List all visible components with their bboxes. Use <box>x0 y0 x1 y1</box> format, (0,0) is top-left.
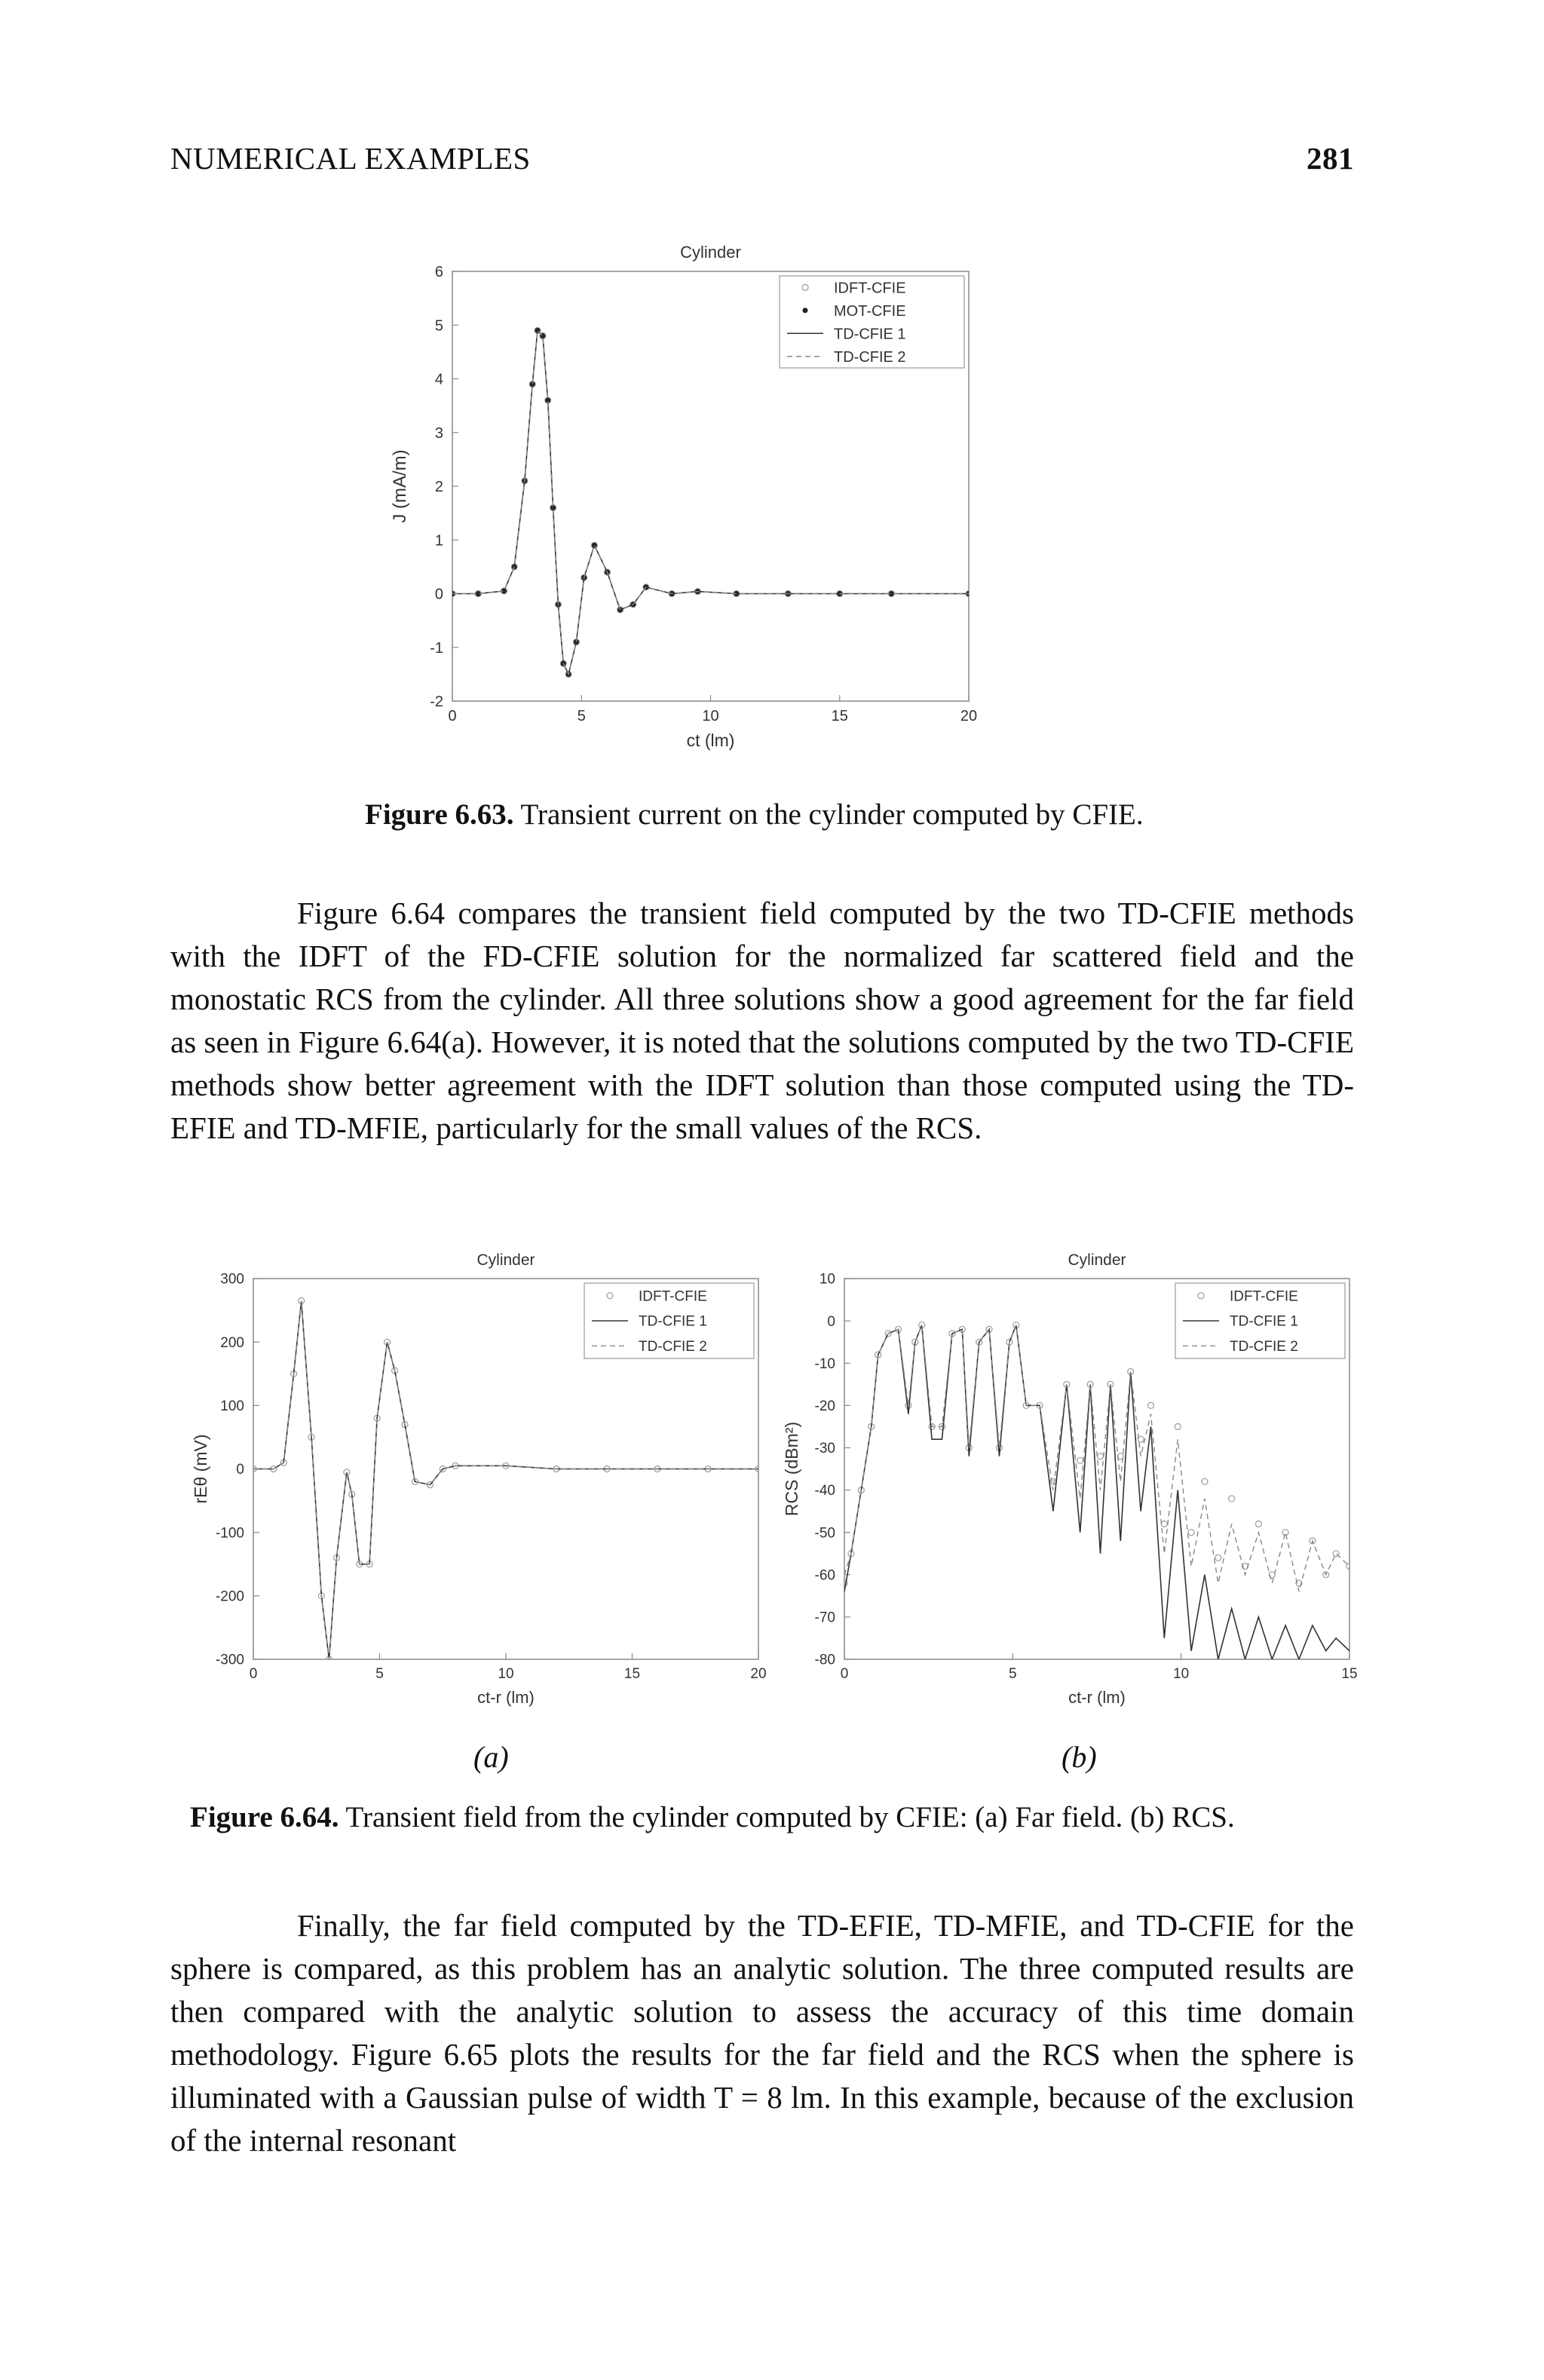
y-axis-label: J (mA/m) <box>390 449 410 523</box>
y-tick-label: -80 <box>814 1652 835 1668</box>
data-point-idft-cfie <box>1202 1478 1208 1484</box>
data-point-idft-cfie <box>1255 1521 1261 1527</box>
y-tick-label: 2 <box>434 479 443 495</box>
x-tick-label: 0 <box>448 708 457 724</box>
paragraph-text: Finally, the far field computed by the TD-EFIE, TD-MFIE, and TD-CFIE for the sphere is compared, as this problem has an analytic solution. The three computed results are then compared with the analytic solution to assess the accuracy of this time domain methodology. Figure 6.65 plots the results for the far field and the RCS when the sphere is illuminated with a Gaussian pulse of width T = 8 lm. In this example, because of the exclusion of the internal resonant <box>170 1908 1354 2158</box>
x-axis-label: ct-r (lm) <box>1068 1688 1126 1707</box>
figure-6-64a-chart <box>170 1233 789 1723</box>
y-tick-label: -60 <box>814 1567 835 1584</box>
caption-label: Figure 6.63. <box>365 798 514 831</box>
legend-label-idft-cfie: IDFT-CFIE <box>834 280 906 297</box>
figure-6-63-chart <box>390 226 1071 769</box>
section-title: NUMERICAL EXAMPLES <box>170 141 531 176</box>
data-point-idft-cfie <box>1098 1453 1104 1460</box>
x-tick-label: 5 <box>1009 1666 1017 1682</box>
y-tick-label: -30 <box>814 1441 835 1457</box>
figure-6-64-caption <box>190 1800 1235 1834</box>
x-axis-label: ct (lm) <box>686 731 735 750</box>
subfigure-label-a: (a) <box>473 1740 509 1774</box>
legend-label-td-cfie-2: TD-CFIE 2 <box>1230 1338 1298 1355</box>
legend-symbol-mot-cfie <box>803 308 808 313</box>
y-tick-label: -20 <box>814 1398 835 1414</box>
y-tick-label: 4 <box>434 371 443 388</box>
caption-label: Figure 6.64. <box>190 1801 339 1833</box>
y-tick-label: 0 <box>434 586 443 603</box>
figure-6-63-caption <box>365 798 1144 832</box>
y-axis-label: RCS (dBm²) <box>782 1421 801 1517</box>
y-tick-label: 10 <box>819 1271 835 1288</box>
y-tick-label: -200 <box>215 1588 244 1605</box>
x-tick-label: 0 <box>840 1666 849 1682</box>
y-tick-label: 6 <box>434 264 443 280</box>
y-tick-label: 300 <box>220 1271 244 1288</box>
x-tick-label: 0 <box>249 1666 258 1682</box>
legend-label-idft-cfie: IDFT-CFIE <box>1230 1288 1298 1305</box>
x-tick-label: 15 <box>623 1666 641 1682</box>
y-tick-label: -10 <box>814 1355 835 1372</box>
x-tick-label: 10 <box>702 708 719 724</box>
legend-label-mot-cfie: MOT-CFIE <box>834 302 906 320</box>
x-tick-label: 10 <box>498 1666 514 1682</box>
data-point-idft-cfie <box>1161 1521 1167 1527</box>
body-paragraph-1 <box>170 892 1354 1150</box>
data-point-idft-cfie <box>1215 1555 1221 1561</box>
series-line-td-cfie-1 <box>844 1325 1349 1659</box>
y-tick-label: -50 <box>814 1525 835 1542</box>
x-tick-label: 15 <box>831 708 848 724</box>
y-tick-label: 0 <box>236 1462 244 1478</box>
y-tick-label: 3 <box>434 424 443 442</box>
series-line-td-cfie-2 <box>844 1325 1349 1592</box>
chart-title: Cylinder <box>476 1251 535 1269</box>
x-tick-label: 15 <box>1341 1666 1358 1682</box>
legend <box>1175 1283 1345 1358</box>
page-number: 281 <box>1307 141 1354 176</box>
y-tick-label: 200 <box>220 1334 244 1351</box>
y-tick-label: -1 <box>430 639 443 657</box>
y-tick-label: 5 <box>434 317 443 335</box>
x-tick-label: 20 <box>960 708 978 724</box>
y-tick-label: 0 <box>827 1313 835 1330</box>
y-tick-label: -2 <box>430 694 443 710</box>
data-point-idft-cfie <box>1175 1423 1181 1429</box>
chart-title: Cylinder <box>1068 1251 1126 1269</box>
fig-6-64a-svg <box>170 1233 789 1723</box>
data-point-idft-cfie <box>1188 1530 1194 1536</box>
fig-6-64b-svg <box>761 1233 1380 1723</box>
figure-6-64b-chart <box>761 1233 1380 1723</box>
y-tick-label: -100 <box>215 1525 244 1542</box>
caption-text: Transient current on the cylinder computed by CFIE. <box>513 798 1144 831</box>
fig-6-63-svg <box>390 226 1071 769</box>
y-tick-label: 1 <box>434 532 443 550</box>
caption-text: Transient field from the cylinder computed by CFIE: (a) Far field. (b) RCS. <box>339 1801 1235 1833</box>
x-tick-label: 10 <box>1173 1666 1190 1682</box>
legend-label-td-cfie-1: TD-CFIE 1 <box>834 326 906 343</box>
data-point-idft-cfie <box>1077 1457 1083 1463</box>
body-paragraph-2 <box>170 1904 1354 2162</box>
legend-label-td-cfie-2: TD-CFIE 2 <box>834 348 906 366</box>
paragraph-text: Figure 6.64 compares the transient field computed by the two TD-CFIE methods with the IDFT of the FD-CFIE solution for the normalized far scattered field and the monostatic RCS from the cylinder. All three solutions show a good agreement for the far field as seen in Figure 6.64(a). However, it is noted that the solutions computed by the two TD-CFIE methods show better agreement with the IDFT solution than those computed using the TD-EFIE and TD-MFIE, particularly for the small values of the RCS. <box>170 896 1354 1145</box>
y-tick-label: 100 <box>220 1398 244 1414</box>
data-point-idft-cfie <box>1148 1402 1154 1408</box>
y-tick-label: -40 <box>814 1483 835 1499</box>
legend <box>780 276 964 368</box>
x-tick-label: 5 <box>577 708 586 724</box>
legend <box>584 1283 754 1358</box>
x-axis-label: ct-r (lm) <box>477 1688 535 1707</box>
subfigure-label-b: (b) <box>1062 1740 1097 1774</box>
y-axis-label: rEθ (mV) <box>191 1434 210 1504</box>
y-tick-label: -300 <box>215 1652 244 1668</box>
chart-title: Cylinder <box>680 243 741 262</box>
x-tick-label: 5 <box>375 1666 384 1682</box>
legend-label-td-cfie-1: TD-CFIE 1 <box>639 1313 707 1330</box>
x-tick-label: 20 <box>750 1666 767 1682</box>
y-tick-label: -70 <box>814 1610 835 1626</box>
legend-label-idft-cfie: IDFT-CFIE <box>639 1288 707 1305</box>
legend-label-td-cfie-2: TD-CFIE 2 <box>639 1338 707 1355</box>
legend-label-td-cfie-1: TD-CFIE 1 <box>1230 1313 1298 1330</box>
data-point-idft-cfie <box>1229 1496 1235 1502</box>
